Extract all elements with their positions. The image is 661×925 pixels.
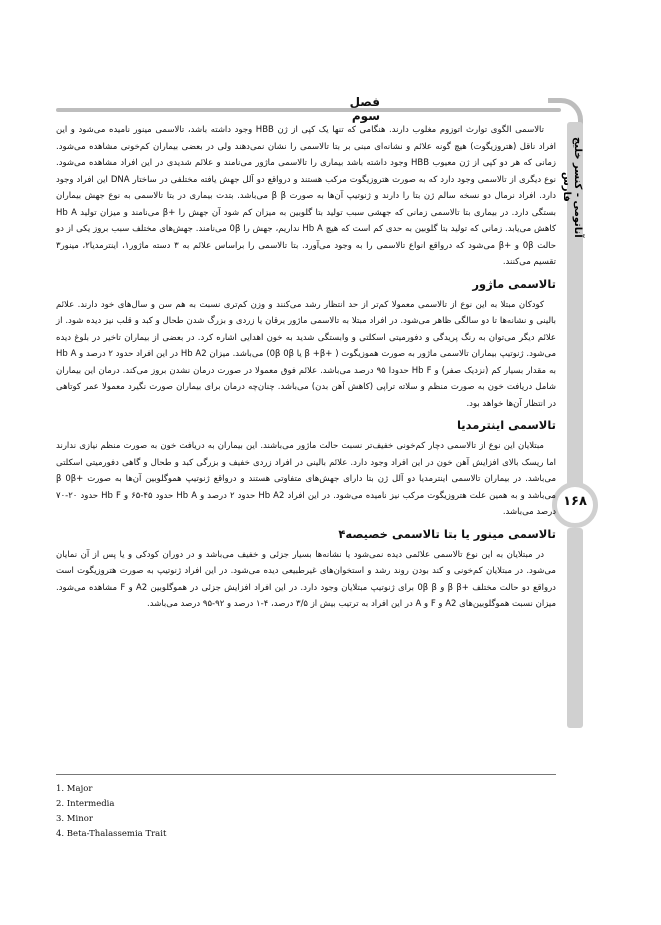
section-paragraph-minor: در مبتلایان به این نوع تالاسمی علائمی دیده نمی‌شود یا نشانه‌ها بسیار جزئی و خفیف می‌باشد و در دوران کودکی و یا پس از آن نمایان می‌شود. در مبتلایان کم‌خونی و کند بودن روند رشد و استخوان‌های غیرطبیعی دیده می‌شود. در این افراد ژنوتیپ به صورت هتروزیگوت است درواقع دو حالت مختلف +β β و 0β β برای ژنوتیپ مبتلایان وجود دارد. در این افراد افزایش جزئی در هموگلوبین A2 و F مشاهده می‌شود. میزان نسبت هموگلوبین‌های A2 و F و A در این افراد به ترتیب بیش از ۳/۵ درصد، ۴-۱ درصد و ۹۲-۹۵ درصد می‌باشد. [56, 549, 556, 609]
side-title: آناتومی - کنسر خلیج فارس [561, 136, 583, 238]
footnotes [56, 782, 356, 842]
chapter-title: فصل سوم [349, 95, 380, 123]
section-paragraph-intermedia: مبتلایان این نوع از تالاسمی دچار کم‌خونی خفیف‌تر نسبت حالت ماژور می‌باشند. این بیماران به دریافت خون به صورت منظم نیازی ندارند اما ریسک بالای افزایش آهن خون در این افراد وجود دارد. علائم بالینی در افراد زردی خفیف و بزرگی کبد و طحال و گاهی دفورمیتی اسکلتی می‌باشد. در بیماران تالاسمی اینترمدیا دو آلل ژن بتا دارای جهش‌های متفاوتی هستند و درواقع ژنوتیپ هموگلوبین آن‌ها به صورت +β 0β می‌باشد و به همین علت هتروزیگوت مرکب نیز نامیده می‌شود. در این افراد Hb A2 حدود ۲ درصد و Hb A حدود ۴۵-۶۵ و Hb F حدود ۲۰-۷۰ درصد می‌باشد. [56, 441, 556, 517]
section-heading-intermedia: تالاسمی اینترمدیا [456, 418, 556, 432]
footnote-item: 1. Major [56, 784, 93, 794]
footnote-rule [56, 774, 556, 775]
header-rule [56, 108, 561, 112]
page-number: ۱۶۸ [563, 494, 587, 509]
intro-paragraph: تالاسمی الگوی توارث اتوزوم مغلوب دارند. هنگامی که تنها یک کپی از ژن HBB وجود داشته باشد، تالاسمی مینور نامیده می‌شود و این افراد ناقل (هتروزیگوت) هیچ گونه علائم و نشانه‌ای مبنی بر بتا تالاسمی را نشان نمی‌دهند ولی در بعضی بیماران کم‌خونی مشاهده می‌شود. زمانی که هر دو کپی از ژن معیوب HBB وجود داشته باشد بیماری را تالاسمی ماژور می‌نامند و علائم شدیدی در این افراد مشاهده می‌شود. نوع دیگری از تالاسمی وجود دارد که به صورت هتروزیگوت مرکب هستند و درواقع دو آلل جهش یافته مختلفی در ساختار DNA این افراد وجود دارد. افراد نرمال دو نسخه سالم ژن بتا را دارند و ژنوتیپ آن‌ها به صورت β β می‌باشد. بتدت بیماری در بتا تالاسمی به نوع جهش بیماران بستگی دارد. در بیماری بتا تالاسمی زمانی که جهشی سبب تولید بتا گلوبین به میزان کم شود آن جهش را +β می‌نامند و میزان تولید Hb A کاهش می‌یابد. زمانی که تولید بتا گلوبین به حدی کم است که هیچ Hb A نداریم، جهش را 0β می‌نامند. جهش‌های مختلف سبب بروز یکی از دو حالت 0β و +β می‌شود که درواقع انواع تالاسمی را به وجود می‌آورد. بتا تالاسمی را براساس علائم به ۳ دسته ماژور۱، اینترمدیا۲، مینور۳ تقسیم می‌کنند. [56, 125, 557, 267]
section-paragraph-major: کودکان مبتلا به این نوع از تالاسمی معمولا کم‌تر از حد انتظار رشد می‌کنند و وزن کم‌تری نسبت به هم سن و سال‌های خود دارند. علائم بالینی و نشانه‌ها تا دو سالگی ظاهر می‌شود. در افراد مبتلا به تالاسمی ماژور یرقان یا زردی و بزرگ شدن طحال و کبد و قلب نیز دیده شود. از علائم دیگر می‌توان به رنگ پریدگی و دفورمیتی اسکلتی و وابستگی شدید به خون اهدایی اشاره کرد. در بعضی از بیماران تاخیر در بلوغ دیده می‌شود. ژنوتیپ بیماران تالاسمی ماژور به صورت هموزیگوت ( +β +β یا 0β 0β) می‌باشد. میزان Hb A2 در این افراد حدود ۲ درصد و Hb A به مقدار بسیار کم (نزدیک صفر) و Hb F حدودا ۹۵ درصد می‌باشد. علائم فوق معمولا در صورت درمان نشدن بروز می‌کند. درمان این بیماران شامل دریافت خون به صورت منظم و سلاته تراپی (کاهش آهن بدن) می‌باشد. چنان‌چه درمان برای بیماران صورت نگیرد معمولا عمر کوتاهی در انتظار آن‌ها خواهد بود. [56, 299, 557, 409]
side-tab-lower [567, 528, 583, 728]
section-heading-minor: تالاسمی مینور یا بتا تالاسمی خصیصه۴ [338, 526, 556, 541]
footnote-item: 2. Intermedia [56, 799, 115, 809]
footnote-item: 4. Beta-Thalassemia Trait [56, 829, 167, 839]
body-text [56, 122, 556, 613]
footnote-item: 3. Minor [56, 814, 93, 824]
section-heading-major: تالاسمی ماژور [472, 276, 556, 291]
